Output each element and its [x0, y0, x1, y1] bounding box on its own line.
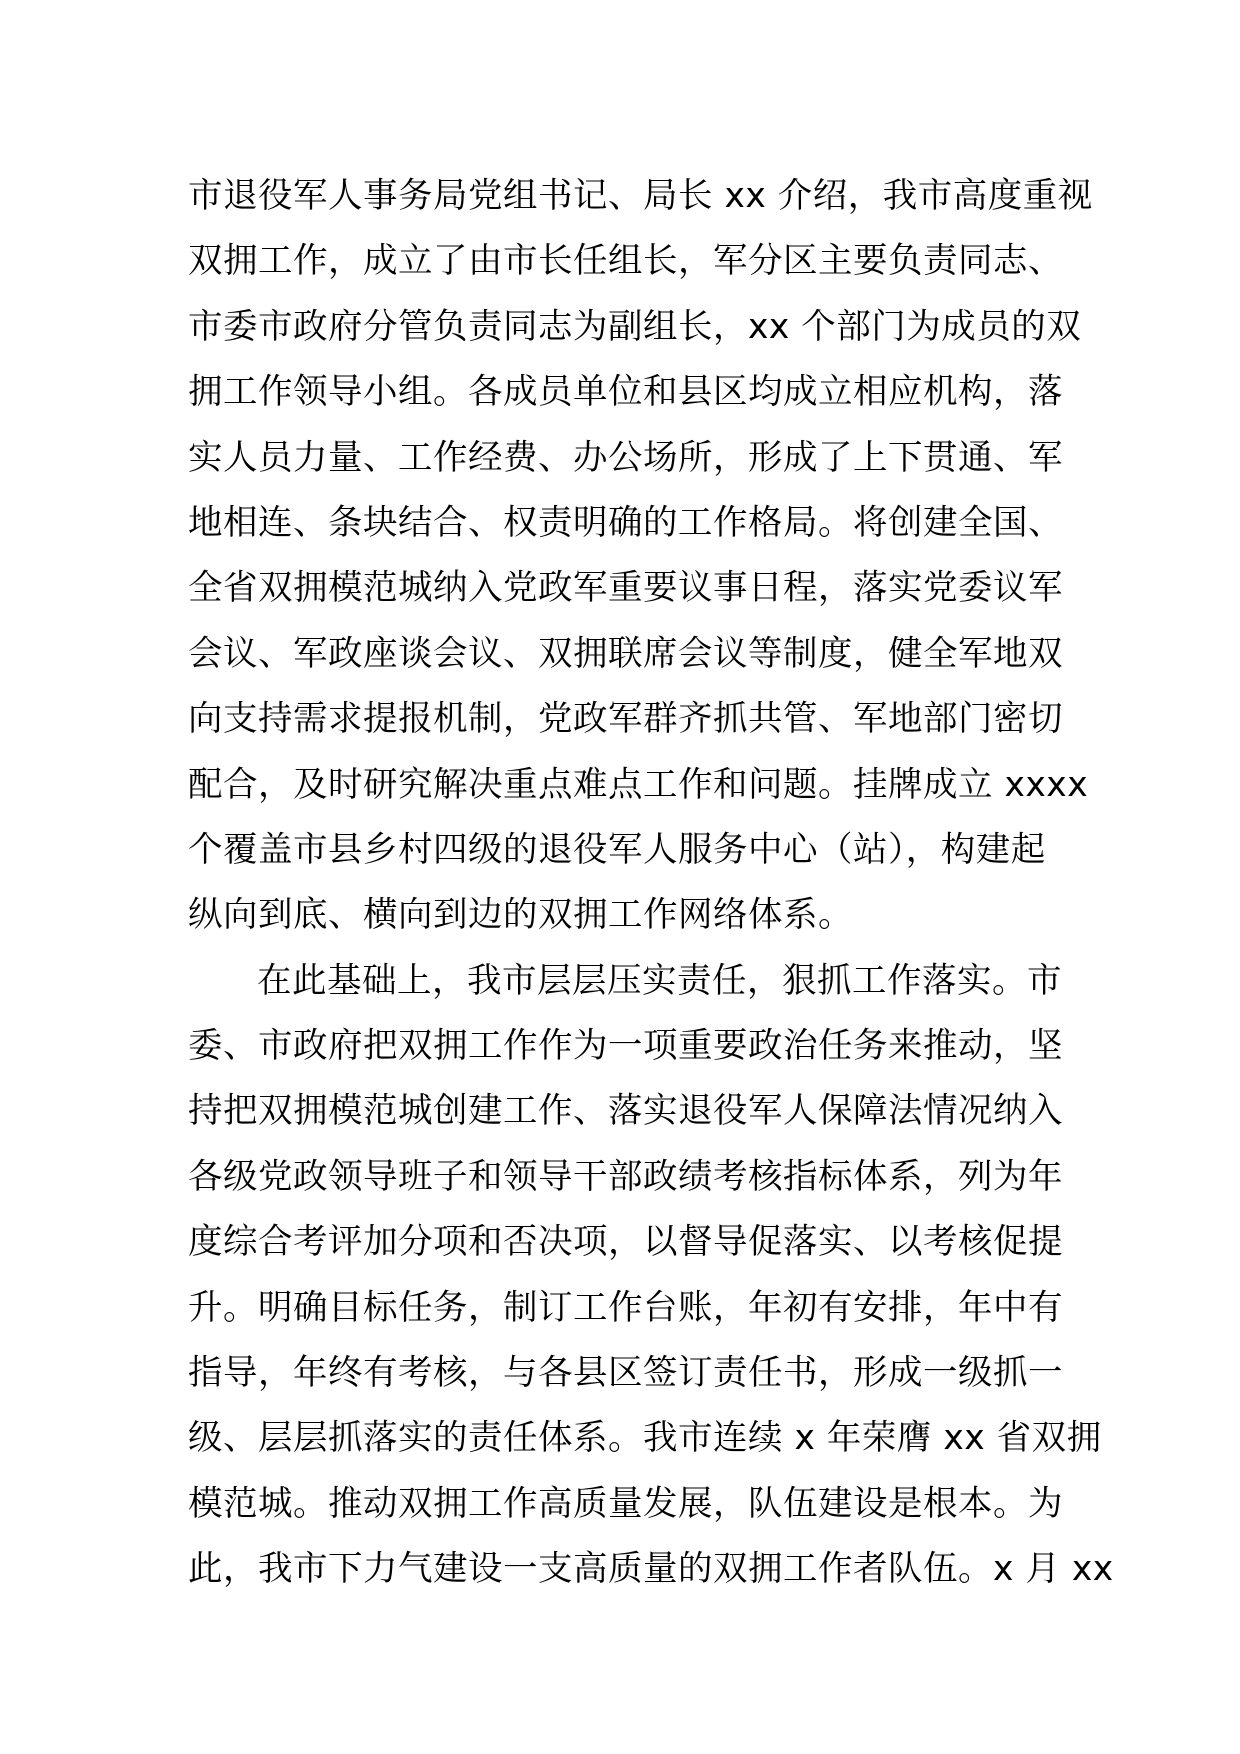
text-line: 持把双拥模范城创建工作、落实退役军人保障法情况纳入	[188, 1091, 1063, 1132]
text-line: 向支持需求提报机制，党政军群齐抓共管、军地部门密切	[188, 699, 1063, 740]
paragraph-1	[188, 164, 1093, 949]
text-line: 此，我市下力气建设一支高质量的双拥工作者队伍。x 月 xx	[188, 1549, 1114, 1590]
text-line: 级、层层抓落实的责任体系。我市连续 x 年荣膺 xx 省双拥	[188, 1418, 1102, 1459]
text-line: 各级党政领导班子和领导干部政绩考核指标体系，列为年	[188, 1156, 1063, 1197]
text-line: 市退役军人事务局党组书记、局长 xx 介绍，我市高度重视	[188, 176, 1093, 216]
text-line: 双拥工作，成立了由市长任组长，军分区主要负责同志、	[188, 241, 1063, 282]
text-line: 拥工作领导小组。各成员单位和县区均成立相应机构，落	[188, 372, 1063, 413]
text-line: 会议、军政座谈会议、双拥联席会议等制度，健全军地双	[188, 633, 1063, 674]
text-line-indented: 在此基础上，我市层层压实责任，狠抓工作落实。市	[257, 960, 1062, 1001]
text-line: 升。明确目标任务，制订工作台账，年初有安排，年中有	[188, 1287, 1063, 1328]
text-line: 纵向到底、横向到边的双拥工作网络体系。	[188, 895, 853, 936]
paragraph-2	[188, 949, 1114, 1603]
text-line: 个覆盖市县乡村四级的退役军人服务中心（站），构建起	[188, 829, 1046, 870]
text-line: 度综合考评加分项和否决项，以督导促落实、以考核促提	[188, 1222, 1063, 1263]
text-line: 指导，年终有考核，与各县区签订责任书，形成一级抓一	[188, 1353, 1063, 1394]
document-body	[188, 164, 1114, 1603]
text-line: 配合，及时研究解决重点难点工作和问题。挂牌成立 xxxx	[188, 764, 1089, 805]
text-line: 实人员力量、工作经费、办公场所，形成了上下贯通、军	[188, 437, 1063, 478]
text-line: 模范城。推动双拥工作高质量发展，队伍建设是根本。为	[188, 1483, 1063, 1524]
text-line: 委、市政府把双拥工作作为一项重要政治任务来推动，坚	[188, 1026, 1063, 1067]
text-line: 市委市政府分管负责同志为副组长，xx 个部门为成员的双	[188, 306, 1082, 347]
text-line: 全省双拥模范城纳入党政军重要议事日程，落实党委议军	[188, 568, 1063, 609]
text-line: 地相连、条块结合、权责明确的工作格局。将创建全国、	[188, 502, 1063, 543]
